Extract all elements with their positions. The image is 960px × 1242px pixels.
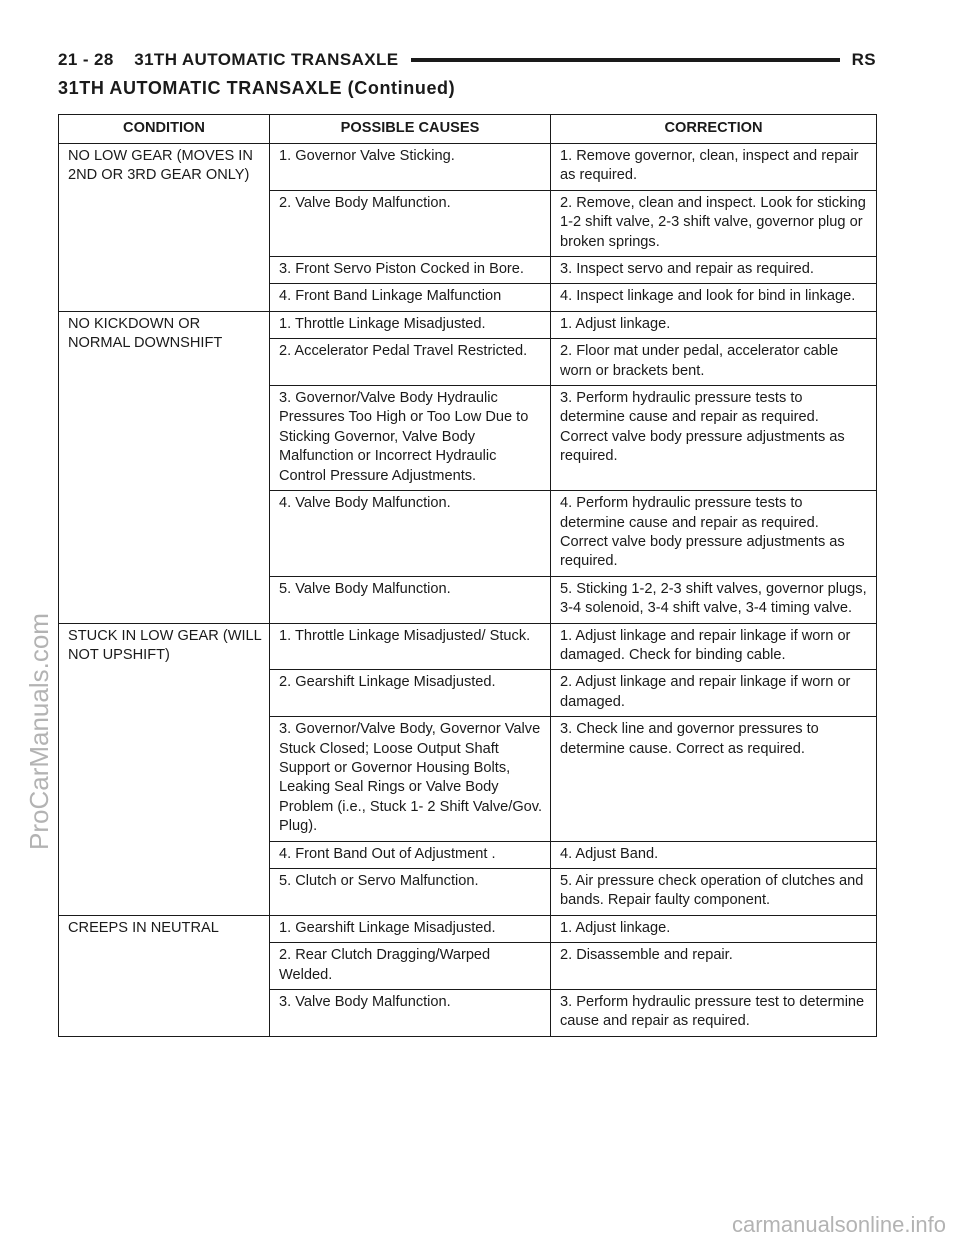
cause-cell: 2. Accelerator Pedal Travel Restricted. xyxy=(270,339,551,386)
correction-cell: 1. Adjust linkage. xyxy=(551,311,877,338)
cause-cell: 2. Gearshift Linkage Misadjusted. xyxy=(270,670,551,717)
condition-cell: NO LOW GEAR (MOVES IN 2ND OR 3RD GEAR ONLY) xyxy=(59,144,270,312)
cause-cell: 4. Front Band Linkage Malfunction xyxy=(270,284,551,311)
table-body xyxy=(59,144,877,1037)
correction-cell: 4. Perform hydraulic pressure tests to determine cause and repair as required. Correct valve body pressure adjustments as required. xyxy=(551,491,877,577)
cause-cell: 2. Rear Clutch Dragging/Warped Welded. xyxy=(270,943,551,990)
diagnosis-table xyxy=(58,114,877,1037)
cause-cell: 1. Governor Valve Sticking. xyxy=(270,144,551,191)
cause-cell: 5. Clutch or Servo Malfunction. xyxy=(270,869,551,916)
cause-cell: 4. Front Band Out of Adjustment . xyxy=(270,841,551,868)
correction-cell: 5. Air pressure check operation of clutches and bands. Repair faulty component. xyxy=(551,869,877,916)
footer-watermark: carmanualsonline.info xyxy=(731,1212,946,1237)
correction-cell: 3. Check line and governor pressures to determine cause. Correct as required. xyxy=(551,717,877,841)
correction-cell: 4. Adjust Band. xyxy=(551,841,877,868)
correction-cell: 2. Floor mat under pedal, accelerator cable worn or brackets bent. xyxy=(551,339,877,386)
table-row xyxy=(59,623,877,670)
correction-cell: 3. Perform hydraulic pressure test to determine cause and repair as required. xyxy=(551,990,877,1037)
cause-cell: 3. Governor/Valve Body Hydraulic Pressures Too High or Too Low Due to Sticking Governor, Valve Body Malfunction or Incorrect Hydraulic Control Pressure Adjustments. xyxy=(270,386,551,491)
table-row xyxy=(59,311,877,338)
side-watermark: ProCarManuals.com xyxy=(24,613,54,850)
page-header xyxy=(58,47,876,73)
condition-cell: NO KICKDOWN OR NORMAL DOWNSHIFT xyxy=(59,311,270,623)
cause-cell: 3. Front Servo Piston Cocked in Bore. xyxy=(270,257,551,284)
header-right-text: RS xyxy=(851,50,876,69)
section-title: 31TH AUTOMATIC TRANSAXLE (Continued) xyxy=(58,78,456,98)
correction-cell: 2. Remove, clean and inspect. Look for sticking 1-2 shift valve, 2-3 shift valve, governor plug or broken springs. xyxy=(551,190,877,256)
cause-cell: 1. Gearshift Linkage Misadjusted. xyxy=(270,915,551,942)
table-row xyxy=(59,915,877,942)
correction-cell: 1. Adjust linkage and repair linkage if worn or damaged. Check for binding cable. xyxy=(551,623,877,670)
header-rule xyxy=(411,58,840,62)
cause-cell: 3. Valve Body Malfunction. xyxy=(270,990,551,1037)
cause-cell: 4. Valve Body Malfunction. xyxy=(270,491,551,577)
table-header-row xyxy=(59,115,877,144)
cause-cell: 1. Throttle Linkage Misadjusted/ Stuck. xyxy=(270,623,551,670)
header-left-text: 21 - 28 31TH AUTOMATIC TRANSAXLE xyxy=(58,50,399,69)
correction-cell: 4. Inspect linkage and look for bind in linkage. xyxy=(551,284,877,311)
column-header-condition: CONDITION xyxy=(59,115,270,144)
column-header-correction: CORRECTION xyxy=(551,115,877,144)
condition-cell: STUCK IN LOW GEAR (WILL NOT UPSHIFT) xyxy=(59,623,270,915)
cause-cell: 2. Valve Body Malfunction. xyxy=(270,190,551,256)
correction-cell: 3. Perform hydraulic pressure tests to determine cause and repair as required. Correct valve body pressure adjustments as required. xyxy=(551,386,877,491)
cause-cell: 3. Governor/Valve Body, Governor Valve Stuck Closed; Loose Output Shaft Support or Governor Housing Bolts, Leaking Seal Rings or Valve Body Problem (i.e., Stuck 1- 2 Shift Valve/Gov. Plug). xyxy=(270,717,551,841)
column-header-possible-causes: POSSIBLE CAUSES xyxy=(270,115,551,144)
cause-cell: 1. Throttle Linkage Misadjusted. xyxy=(270,311,551,338)
correction-cell: 2. Adjust linkage and repair linkage if worn or damaged. xyxy=(551,670,877,717)
correction-cell: 1. Adjust linkage. xyxy=(551,915,877,942)
correction-cell: 3. Inspect servo and repair as required. xyxy=(551,257,877,284)
correction-cell: 1. Remove governor, clean, inspect and repair as required. xyxy=(551,144,877,191)
correction-cell: 5. Sticking 1-2, 2-3 shift valves, governor plugs, 3-4 solenoid, 3-4 shift valve, 3-4 timing valve. xyxy=(551,576,877,623)
condition-cell: CREEPS IN NEUTRAL xyxy=(59,915,270,1036)
table-row xyxy=(59,144,877,191)
cause-cell: 5. Valve Body Malfunction. xyxy=(270,576,551,623)
correction-cell: 2. Disassemble and repair. xyxy=(551,943,877,990)
